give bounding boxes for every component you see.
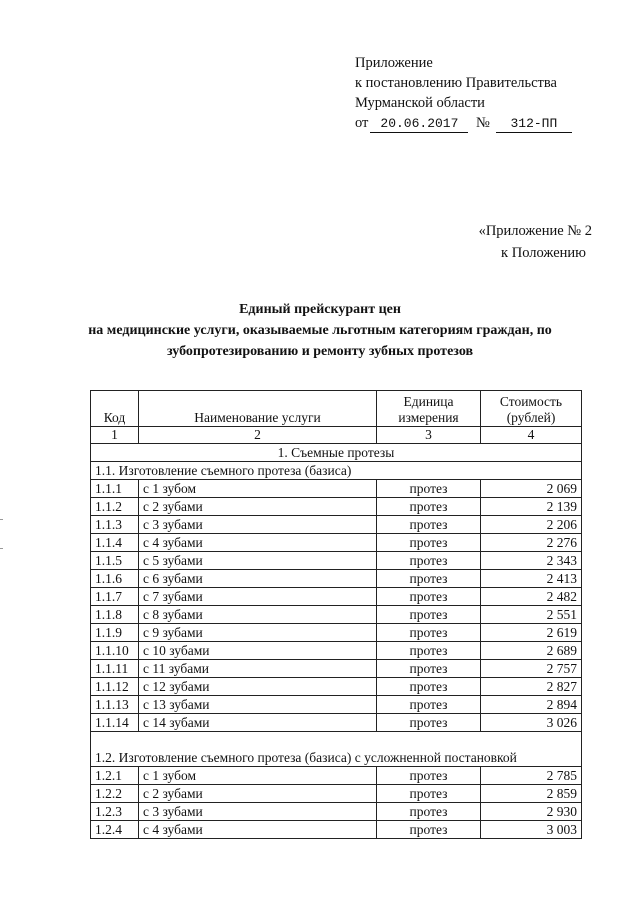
table-row [91,516,582,534]
table-row [91,498,582,516]
cell-unit: протез [377,803,481,821]
cell-price: 2 689 [481,642,582,660]
table-row [91,696,582,714]
previous-appendix-block [479,220,592,264]
table-row [91,642,582,660]
cell-code: 1.1.10 [91,642,139,660]
cell-name: с 14 зубами [139,714,377,732]
cell-code: 1.2.1 [91,767,139,785]
header-unit: Единица измерения [377,391,481,427]
cell-price: 2 827 [481,678,582,696]
cell-name: с 2 зубами [139,498,377,516]
cell-code: 1.2.3 [91,803,139,821]
cell-unit: протез [377,516,481,534]
date-prefix: от [355,115,369,131]
column-number-row [91,427,582,444]
cell-unit: протез [377,606,481,624]
table-row [91,534,582,552]
table-row [91,570,582,588]
document-title [0,299,640,362]
cell-unit: протез [377,570,481,588]
subsection-title: 1.1. Изготовление съемного протеза (базиса) [91,462,582,480]
table-row [91,714,582,732]
cell-price: 2 619 [481,624,582,642]
header-price: Стоимость (рублей) [481,391,582,427]
cell-code: 1.1.12 [91,678,139,696]
cell-name: с 2 зубами [139,785,377,803]
cell-unit: протез [377,588,481,606]
table-row [91,606,582,624]
section-title: 1. Съемные протезы [91,444,582,462]
subsection-title: 1.2. Изготовление съемного протеза (базиса) с усложненной постановкой [91,732,582,767]
column-number: 2 [139,427,377,444]
column-number: 3 [377,427,481,444]
table-row [91,552,582,570]
cell-price: 2 894 [481,696,582,714]
cell-name: с 10 зубами [139,642,377,660]
cell-price: 2 785 [481,767,582,785]
cell-price: 3 026 [481,714,582,732]
cell-price: 2 206 [481,516,582,534]
cell-code: 1.2.4 [91,821,139,839]
cell-name: с 9 зубами [139,624,377,642]
previous-appendix-line-2: к Положению [501,245,586,261]
column-number: 1 [91,427,139,444]
cell-name: с 5 зубами [139,552,377,570]
cell-unit: протез [377,785,481,803]
cell-code: 1.1.7 [91,588,139,606]
cell-name: с 12 зубами [139,678,377,696]
cell-code: 1.2.2 [91,785,139,803]
scan-mark [0,519,3,520]
cell-unit: протез [377,534,481,552]
appendix-block [355,53,572,133]
cell-name: с 3 зубами [139,803,377,821]
cell-code: 1.1.14 [91,714,139,732]
appendix-line-3: Мурманской области [355,95,485,111]
table-row [91,767,582,785]
cell-name: с 1 зубом [139,480,377,498]
subsection-row [91,732,582,767]
number-prefix: № [476,115,490,131]
cell-code: 1.1.3 [91,516,139,534]
cell-code: 1.1.2 [91,498,139,516]
cell-price: 2 859 [481,785,582,803]
table-row [91,821,582,839]
cell-price: 3 003 [481,821,582,839]
cell-name: с 6 зубами [139,570,377,588]
title-line-2: на медицинские услуги, оказываемые льготным категориям граждан, по [88,323,552,338]
cell-price: 2 276 [481,534,582,552]
cell-name: с 3 зубами [139,516,377,534]
cell-code: 1.1.1 [91,480,139,498]
cell-unit: протез [377,767,481,785]
cell-name: с 13 зубами [139,696,377,714]
cell-unit: протез [377,624,481,642]
cell-name: с 4 зубами [139,821,377,839]
cell-price: 2 930 [481,803,582,821]
cell-price: 2 413 [481,570,582,588]
table-header-row [91,391,582,427]
section-row [91,444,582,462]
cell-unit: протез [377,642,481,660]
header-code: Код [91,391,139,427]
document-date: 20.06.2017 [370,116,468,133]
cell-code: 1.1.13 [91,696,139,714]
cell-code: 1.1.11 [91,660,139,678]
price-table [90,390,582,839]
table-row [91,803,582,821]
cell-price: 2 482 [481,588,582,606]
table-row [91,588,582,606]
cell-name: с 7 зубами [139,588,377,606]
cell-unit: протез [377,498,481,516]
cell-code: 1.1.6 [91,570,139,588]
table-row [91,660,582,678]
cell-name: с 1 зубом [139,767,377,785]
table-row [91,480,582,498]
table-row [91,678,582,696]
cell-price: 2 343 [481,552,582,570]
scan-mark [0,548,3,549]
cell-name: с 11 зубами [139,660,377,678]
cell-code: 1.1.8 [91,606,139,624]
cell-name: с 4 зубами [139,534,377,552]
table-row [91,785,582,803]
cell-unit: протез [377,552,481,570]
cell-unit: протез [377,696,481,714]
cell-price: 2 757 [481,660,582,678]
cell-code: 1.1.5 [91,552,139,570]
appendix-line-1: Приложение [355,55,433,71]
document-number: 312-ПП [496,116,572,133]
table-row [91,624,582,642]
cell-unit: протез [377,678,481,696]
appendix-line-2: к постановлению Правительства [355,75,557,91]
title-line-1: Единый прейскурант цен [239,302,401,317]
column-number: 4 [481,427,582,444]
cell-unit: протез [377,480,481,498]
cell-code: 1.1.9 [91,624,139,642]
cell-price: 2 551 [481,606,582,624]
previous-appendix-line-1: «Приложение № 2 [478,223,592,239]
header-name: Наименование услуги [139,391,377,427]
title-line-3: зубопротезированию и ремонту зубных протезов [166,344,474,359]
cell-unit: протез [377,714,481,732]
cell-code: 1.1.4 [91,534,139,552]
subsection-row [91,462,582,480]
cell-unit: протез [377,821,481,839]
cell-name: с 8 зубами [139,606,377,624]
appendix-date-line [355,113,572,133]
cell-price: 2 069 [481,480,582,498]
cell-price: 2 139 [481,498,582,516]
cell-unit: протез [377,660,481,678]
